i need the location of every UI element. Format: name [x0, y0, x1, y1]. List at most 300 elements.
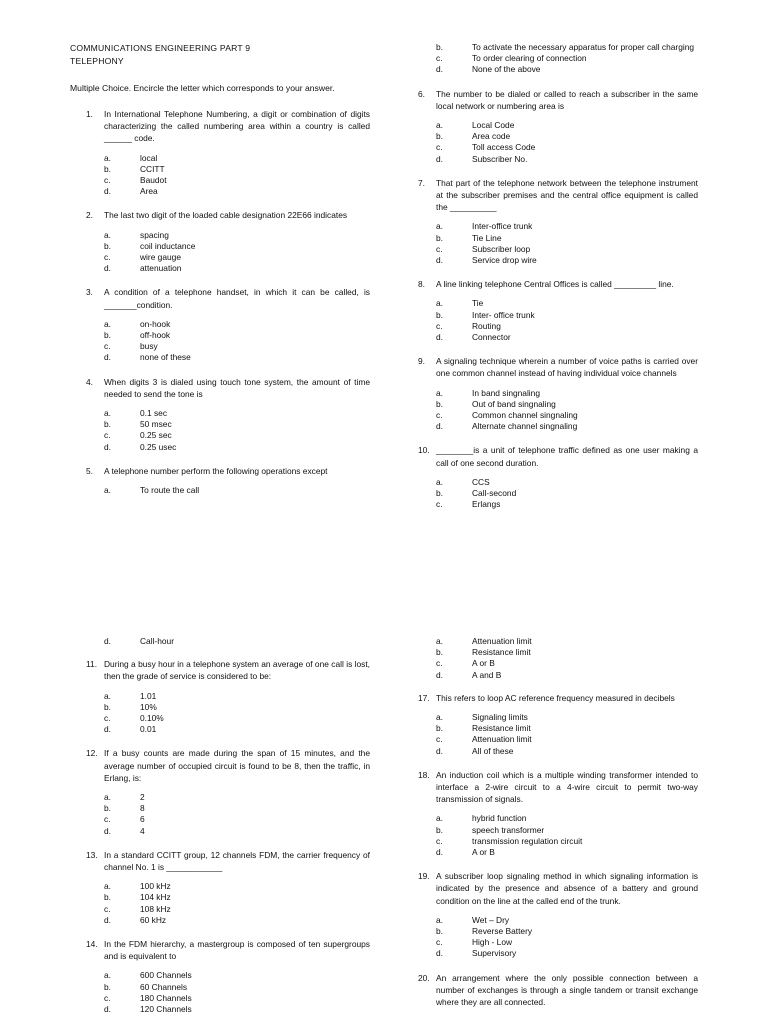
question-text: [70, 286, 370, 310]
option-letter: a.: [104, 881, 111, 892]
option-letter: c.: [436, 937, 443, 948]
answer-option: [418, 723, 698, 734]
option-text: Call-second: [472, 488, 517, 499]
answer-option: [70, 881, 370, 892]
option-letter: d.: [104, 825, 111, 836]
option-text: Resistance limit: [472, 723, 531, 734]
option-letter: c.: [104, 992, 111, 1003]
option-letter: d.: [104, 441, 111, 452]
question-stem: In the FDM hierarchy, a mastergroup is composed of ten supergroups and is equivalent to: [104, 939, 370, 962]
answer-option: [70, 826, 370, 837]
option-letter: c.: [104, 341, 111, 352]
answer-option: [418, 53, 698, 64]
answer-option: [418, 937, 698, 948]
answer-option: [70, 636, 370, 647]
question-text: [70, 465, 370, 477]
option-text: CCITT: [140, 163, 165, 174]
answer-option: [70, 175, 370, 186]
option-letter: a.: [436, 636, 443, 646]
answer-option: [70, 792, 370, 803]
option-text: Area: [140, 186, 158, 197]
question-text: [418, 870, 698, 907]
option-letter: d.: [104, 186, 111, 197]
question-text: [418, 278, 698, 290]
options-list: [418, 712, 698, 757]
option-text: All of these: [472, 745, 514, 756]
answer-option: [70, 341, 370, 352]
option-text: Local Code: [472, 120, 515, 131]
option-letter: c.: [436, 734, 443, 745]
option-text: A or B: [472, 847, 495, 858]
answer-option: [418, 813, 698, 824]
question-block: [418, 870, 698, 959]
answer-option: [70, 803, 370, 814]
answer-option: [418, 321, 698, 332]
answer-option: [418, 298, 698, 309]
question-block: [418, 972, 698, 1009]
answer-option: [418, 131, 698, 142]
option-letter: a.: [104, 318, 111, 329]
answer-option: [418, 488, 698, 499]
option-letter: c.: [436, 320, 443, 331]
question-text: [70, 209, 370, 221]
option-text: 180 Channels: [140, 992, 192, 1003]
answer-option: [418, 310, 698, 321]
question-text: [70, 108, 370, 145]
option-text: 10%: [140, 701, 157, 712]
option-letter: a.: [436, 476, 443, 487]
document-title: COMMUNICATIONS ENGINEERING PART 9: [70, 43, 251, 53]
option-letter: a.: [104, 485, 111, 496]
option-text: Subscriber No.: [472, 153, 528, 164]
option-letter: a.: [104, 152, 111, 163]
option-letter: c.: [104, 175, 111, 186]
option-letter: d.: [436, 847, 443, 858]
options-list: [70, 881, 370, 926]
question-number: 9.: [418, 356, 425, 367]
option-letter: c.: [436, 410, 443, 421]
question-block: [70, 747, 370, 836]
option-letter: d.: [436, 669, 443, 680]
option-letter: c.: [104, 430, 111, 441]
option-text: Erlangs: [472, 499, 501, 510]
question-stem: An arrangement where the only possible connection between a number of exchanges is through a single tandem or transit exchange where they are all connected.: [436, 972, 698, 1008]
answer-option: [418, 42, 698, 53]
option-letter: d.: [104, 914, 111, 925]
option-text: Reverse Battery: [472, 926, 533, 937]
option-letter: b.: [436, 42, 443, 52]
answer-option: [418, 636, 698, 647]
question-text: [70, 658, 370, 682]
question-block: [418, 177, 698, 266]
question-number: 2.: [86, 210, 93, 221]
option-text: Attenuation limit: [472, 734, 532, 745]
continued-options: [70, 636, 370, 647]
question-number: 19.: [418, 871, 430, 882]
option-text: hybrid function: [472, 813, 527, 824]
options-list: [418, 298, 698, 343]
option-text: To route the call: [140, 485, 200, 496]
answer-option: [70, 442, 370, 453]
option-text: Common channel singnaling: [472, 410, 578, 421]
answer-option: [70, 408, 370, 419]
option-text: Wet – Dry: [472, 914, 510, 925]
answer-option: [418, 221, 698, 232]
question-stem: During a busy hour in a telephone system an average of one call is lost, then the grade of service is considered to be:: [104, 659, 370, 682]
question-list: [70, 108, 370, 496]
option-letter: b.: [104, 163, 111, 174]
option-text: Signaling limits: [472, 712, 528, 723]
option-letter: c.: [104, 903, 111, 914]
question-number: 1.: [86, 109, 93, 119]
right-column-bottom: [418, 636, 698, 1008]
question-number: 18.: [418, 769, 430, 780]
answer-option: [418, 154, 698, 165]
question-block: [70, 376, 370, 453]
question-stem: An induction coil which is a multiple winding transformer intended to interface a 2-wire circuit to a 4-wire circuit to permit two-way transmission of signals.: [436, 769, 698, 805]
option-text: Supervisory: [472, 948, 517, 959]
answer-option: [418, 421, 698, 432]
option-text: 6: [140, 814, 145, 825]
option-letter: c.: [436, 53, 443, 64]
option-letter: d.: [104, 352, 111, 363]
answer-option: [70, 814, 370, 825]
option-text: local: [140, 152, 158, 163]
option-letter: d.: [436, 948, 443, 959]
question-stem: A signaling technique wherein a number of voice paths is carried over one common channel instead of having individual voice channels: [436, 356, 698, 379]
answer-option: [70, 982, 370, 993]
answer-option: [70, 691, 370, 702]
answer-option: [418, 847, 698, 858]
option-letter: d.: [104, 636, 111, 646]
option-text: transmission regulation circuit: [472, 835, 583, 846]
option-text: A and B: [472, 669, 502, 680]
options-list: [70, 792, 370, 837]
option-text: 60 kHz: [140, 914, 167, 925]
question-block: [418, 444, 698, 510]
option-letter: b.: [104, 419, 111, 430]
option-text: CCS: [472, 476, 490, 487]
option-letter: c.: [436, 243, 443, 254]
option-text: Call-hour: [140, 636, 174, 646]
option-text: Baudot: [140, 175, 167, 186]
question-block: [418, 278, 698, 343]
continued-options: [418, 636, 698, 681]
answer-option: [70, 230, 370, 241]
question-list: [418, 88, 698, 511]
answer-option: [70, 186, 370, 197]
option-letter: c.: [104, 252, 111, 263]
answer-option: [70, 485, 370, 496]
question-stem: When digits 3 is dialed using touch tone system, the amount of time needed to send the tone is: [104, 376, 370, 399]
option-letter: d.: [436, 255, 443, 266]
answer-option: [70, 241, 370, 252]
options-list: [70, 408, 370, 453]
question-text: [418, 177, 698, 214]
answer-option: [70, 352, 370, 363]
answer-option: [70, 252, 370, 263]
option-letter: b.: [436, 647, 443, 658]
option-text: 60 Channels: [140, 981, 188, 992]
answer-option: [418, 926, 698, 937]
option-letter: a.: [104, 408, 111, 419]
option-text: 108 kHz: [140, 903, 171, 914]
question-stem: A telephone number perform the following operations except: [104, 465, 328, 476]
answer-option: [418, 825, 698, 836]
option-letter: b.: [436, 398, 443, 409]
option-text: 600 Channels: [140, 970, 192, 981]
question-stem: If a busy counts are made during the span of 15 minutes, and the average number of occupied circuit is found to be 8, then the traffic, in Erlang, is:: [104, 748, 370, 783]
question-block: [70, 286, 370, 363]
options-list: [418, 388, 698, 433]
question-text: [418, 444, 698, 468]
options-list: [418, 915, 698, 960]
answer-option: [70, 330, 370, 341]
option-letter: d.: [436, 421, 443, 432]
question-number: 11.: [86, 659, 98, 670]
question-block: [418, 769, 698, 858]
option-letter: b.: [104, 240, 111, 251]
left-column-bottom: [70, 636, 370, 1015]
option-letter: c.: [436, 835, 443, 846]
option-text: 104 kHz: [140, 892, 171, 903]
option-letter: c.: [104, 814, 111, 825]
option-text: In band singnaling: [472, 387, 540, 398]
question-text: [70, 376, 370, 400]
answer-option: [70, 153, 370, 164]
option-text: Inter-office trunk: [472, 221, 533, 232]
question-block: [70, 658, 370, 735]
option-text: Resistance limit: [472, 647, 531, 658]
answer-option: [418, 399, 698, 410]
question-text: [418, 355, 698, 379]
question-block: [418, 88, 698, 165]
answer-option: [70, 319, 370, 330]
answer-option: [70, 970, 370, 981]
answer-option: [418, 746, 698, 757]
answer-option: [418, 64, 698, 75]
question-number: 13.: [86, 849, 98, 860]
option-letter: a.: [436, 120, 443, 131]
answer-option: [418, 332, 698, 343]
option-letter: d.: [436, 64, 443, 75]
option-text: 120 Channels: [140, 1004, 192, 1015]
option-letter: d.: [436, 332, 443, 343]
answer-option: [70, 915, 370, 926]
option-text: wire gauge: [140, 252, 181, 263]
option-letter: a.: [436, 387, 443, 398]
option-letter: d.: [104, 1004, 111, 1015]
option-text: Attenuation limit: [472, 636, 532, 646]
question-text: [418, 88, 698, 112]
question-number: 3.: [86, 287, 93, 298]
option-letter: b.: [104, 803, 111, 814]
options-list: [70, 319, 370, 364]
option-letter: b.: [436, 824, 443, 835]
question-list: [418, 692, 698, 1008]
option-letter: b.: [436, 488, 443, 499]
question-number: 20.: [418, 972, 430, 983]
question-number: 7.: [418, 177, 425, 188]
question-stem: A line linking telephone Central Offices is called _________ line.: [436, 279, 674, 290]
option-letter: b.: [436, 131, 443, 142]
question-number: 17.: [418, 692, 430, 703]
option-text: 2: [140, 792, 145, 803]
option-text: busy: [140, 341, 158, 352]
question-number: 6.: [418, 88, 425, 99]
option-letter: d.: [104, 263, 111, 274]
option-text: To order clearing of connection: [472, 53, 587, 64]
option-letter: a.: [436, 712, 443, 723]
option-letter: c.: [104, 713, 111, 724]
option-text: Alternate channel singnaling: [472, 421, 578, 432]
option-text: To activate the necessary apparatus for proper call charging: [472, 42, 695, 52]
question-block: [418, 692, 698, 757]
question-text: [418, 972, 698, 1009]
option-text: Service drop wire: [472, 255, 537, 266]
answer-option: [70, 892, 370, 903]
question-stem: In International Telephone Numbering, a digit or combination of digits characterizing the called numbering area within a country is called ______ code.: [104, 109, 370, 144]
option-letter: d.: [436, 745, 443, 756]
option-text: 0.01: [140, 724, 157, 735]
answer-option: [70, 713, 370, 724]
question-number: 4.: [86, 376, 93, 387]
option-letter: b.: [436, 723, 443, 734]
option-text: Inter- office trunk: [472, 309, 535, 320]
option-letter: c.: [436, 499, 443, 510]
option-text: 8: [140, 803, 145, 814]
options-list: [70, 230, 370, 275]
option-text: speech transformer: [472, 824, 545, 835]
continued-options: [418, 42, 698, 76]
option-text: Tie Line: [472, 232, 502, 243]
answer-option: [70, 724, 370, 735]
option-letter: c.: [436, 658, 443, 669]
option-text: Connector: [472, 332, 511, 343]
option-letter: d.: [104, 724, 111, 735]
question-block: [70, 465, 370, 496]
options-list: [418, 221, 698, 266]
question-stem: ________is a unit of telephone traffic defined as one user making a call of one second duration.: [436, 445, 698, 468]
options-list: [70, 691, 370, 736]
option-letter: c.: [436, 142, 443, 153]
option-text: 0.25 usec: [140, 441, 177, 452]
option-letter: d.: [436, 153, 443, 164]
option-letter: b.: [436, 232, 443, 243]
question-stem: A condition of a telephone handset, in which it can be called, is _______condition.: [104, 287, 370, 310]
answer-option: [70, 164, 370, 175]
answer-option: [418, 477, 698, 488]
question-number: 12.: [86, 748, 98, 759]
options-list: [70, 485, 370, 496]
question-stem: The number to be dialed or called to reach a subscriber in the same local network or numbering area is: [436, 88, 698, 111]
question-stem: This refers to loop AC reference frequency measured in decibels: [436, 692, 675, 703]
answer-option: [70, 993, 370, 1004]
option-text: Routing: [472, 320, 501, 331]
option-text: 100 kHz: [140, 881, 171, 892]
question-stem: In a standard CCITT group, 12 channels FDM, the carrier frequency of channel No. 1 is ____________: [104, 849, 370, 873]
answer-option: [70, 263, 370, 274]
question-list: [70, 658, 370, 1015]
question-text: [70, 747, 370, 784]
option-letter: b.: [104, 701, 111, 712]
option-text: attenuation: [140, 263, 182, 274]
options-list: [70, 970, 370, 1015]
instructions: Multiple Choice. Encircle the letter which corresponds to your answer.: [70, 83, 335, 93]
option-text: spacing: [140, 229, 169, 240]
option-text: A or B: [472, 658, 495, 669]
options-list: [70, 153, 370, 198]
question-text: [418, 692, 698, 704]
option-text: Tie: [472, 298, 484, 309]
right-column-top: [418, 42, 698, 511]
option-text: 0.10%: [140, 713, 164, 724]
question-block: [70, 108, 370, 197]
options-list: [418, 813, 698, 858]
answer-option: [70, 419, 370, 430]
question-block: [70, 209, 370, 274]
option-letter: a.: [104, 229, 111, 240]
option-letter: a.: [436, 221, 443, 232]
option-letter: b.: [104, 892, 111, 903]
question-block: [70, 938, 370, 1015]
answer-option: [418, 658, 698, 669]
answer-option: [70, 904, 370, 915]
option-text: Area code: [472, 131, 511, 142]
question-block: [418, 355, 698, 432]
answer-option: [418, 948, 698, 959]
question-number: 5.: [86, 465, 93, 476]
option-letter: b.: [436, 309, 443, 320]
option-text: Toll access Code: [472, 142, 536, 153]
answer-option: [418, 915, 698, 926]
question-stem: The last two digit of the loaded cable designation 22E66 indicates: [104, 210, 348, 221]
question-number: 10.: [418, 445, 430, 456]
left-column-top: [70, 42, 370, 496]
option-letter: b.: [436, 926, 443, 937]
answer-option: [418, 120, 698, 131]
options-list: [418, 120, 698, 165]
option-letter: a.: [436, 813, 443, 824]
answer-option: [418, 712, 698, 723]
option-text: coil inductance: [140, 240, 196, 251]
option-text: 50 msec: [140, 419, 172, 430]
option-letter: a.: [436, 298, 443, 309]
answer-option: [418, 233, 698, 244]
option-letter: b.: [104, 330, 111, 341]
question-block: [70, 849, 370, 926]
option-text: High - Low: [472, 937, 513, 948]
answer-option: [70, 430, 370, 441]
answer-option: [418, 499, 698, 510]
answer-option: [418, 388, 698, 399]
option-text: Out of band singnaling: [472, 398, 556, 409]
answer-option: [70, 702, 370, 713]
question-text: [70, 938, 370, 962]
option-text: 1.01: [140, 690, 157, 701]
answer-option: [418, 734, 698, 745]
option-text: none of these: [140, 352, 191, 363]
option-text: on-hook: [140, 318, 171, 329]
answer-option: [418, 142, 698, 153]
question-number: 14.: [86, 939, 98, 950]
option-text: off-hook: [140, 330, 171, 341]
option-letter: a.: [104, 792, 111, 803]
option-letter: a.: [104, 970, 111, 981]
answer-option: [418, 647, 698, 658]
question-text: [70, 849, 370, 873]
option-letter: a.: [104, 690, 111, 701]
